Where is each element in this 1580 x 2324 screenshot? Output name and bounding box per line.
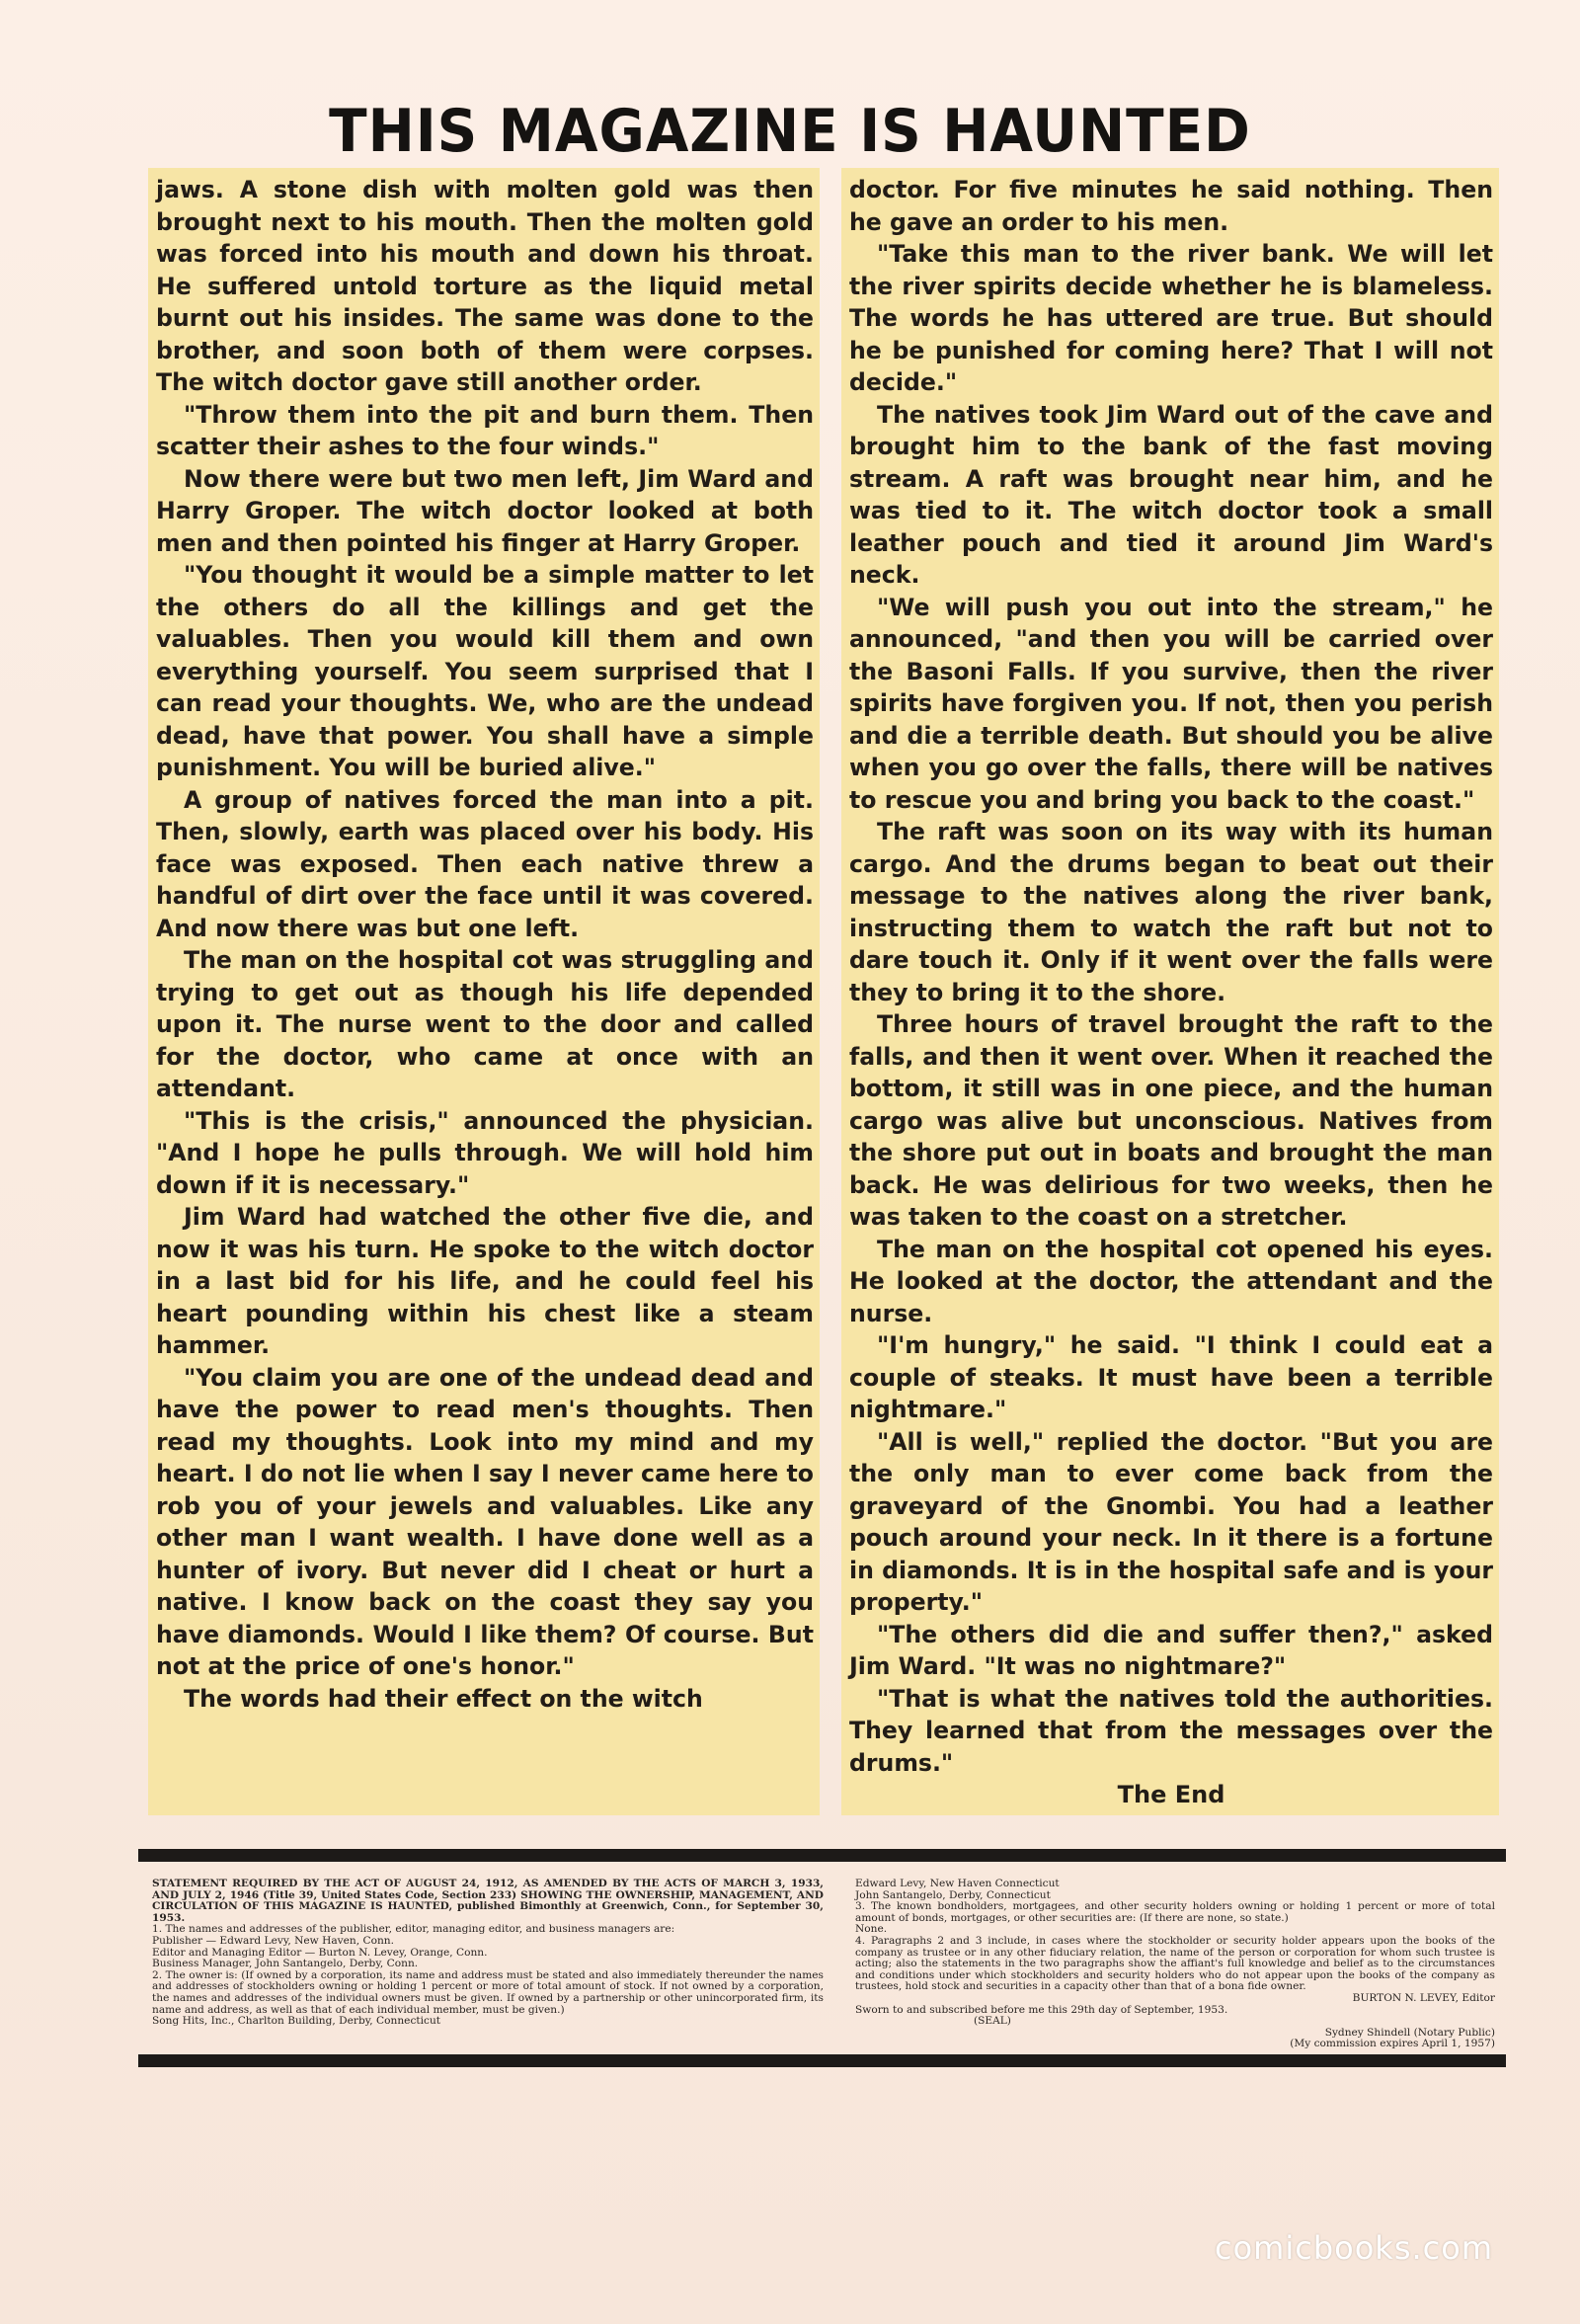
statement-line: John Santangelo, Derby, Connecticut	[855, 1888, 1051, 1901]
ownership-statement	[146, 1878, 1499, 2050]
watermark: comicbooks.com	[1214, 2229, 1493, 2267]
statement-line: 1. The names and addresses of the publisher, editor, managing editor, and business managers are:	[152, 1923, 675, 1936]
statement-line: None.	[855, 1923, 888, 1936]
story-paragraph: "You thought it would be a simple matter to let the others do all the killings and get the valuables. Then you would kill them and own everything yourself. You seem surprised that I can read your thoughts. We, who are the undead dead, have that power. You shall have a simple punishment. You will be buried alive."	[156, 561, 814, 781]
story-paragraph: "All is well," replied the doctor. "But you are the only man to ever come back from the graveyard of the Gnombi. You had a leather pouch around your neck. In it there is a fortune in diamonds. It is in the hospital safe and is your property."	[849, 1427, 1493, 1616]
story-paragraph: Three hours of travel brought the raft to the falls, and then it went over. When it reached the bottom, it still was in one piece, and the human cargo was alive but unconscious. Natives from the shore put out in boats and brought the man back. He was delirious for two weeks, then he was taken to the coast on a stretcher.	[849, 1010, 1493, 1231]
statement-notary: Sydney Shindell (Notary Public)	[1324, 2026, 1495, 2039]
story-paragraph: "The others did die and suffer then?," asked Jim Ward. "It was no nightmare?"	[849, 1620, 1493, 1680]
statement-line: Edward Levy, New Haven Connecticut	[855, 1878, 1060, 1889]
story-paragraph: "You claim you are one of the undead dead and have the power to read men's thoughts. Then read my thoughts. Look into my mind and my heart. I do not lie when I say I never came here to rob you of your jewels and valuables. Like any other man I want wealth. I have done well as a hunter of ivory. But never did I cheat or hurt a native. I know back on the coast they say you have diamonds. Would I like them? Of course. But not at the price of one's honor."	[156, 1363, 814, 1680]
statement-line: 3. The known bondholders, mortgagees, and other security holders owning or holding 1 percent or more of total amount of bonds, mortgages, or other securities are: (If there are none, so state.)	[855, 1900, 1495, 1924]
story-paragraph: "That is what the natives told the authorities. They learned that from the messages over the drums."	[849, 1684, 1493, 1777]
statement-column-right	[855, 1879, 1495, 2050]
story-paragraph: A group of natives forced the man into a pit. Then, slowly, earth was placed over his body. His face was exposed. Then each native threw a handful of dirt over the face until it was covered. And now there was but one left.	[156, 785, 814, 942]
divider-top	[138, 1849, 1506, 1862]
statement-seal: (SEAL)	[974, 2015, 1011, 2028]
statement-line: 2. The owner is: (If owned by a corporation, its name and address must be stated and also immediately thereunder the names and addresses of stockholders owning or holding 1 percent or more of total amount of stock. If not owned by a corporation, the names and addresses of the individual owners must be given. If owned by a partnership or other unincorporated firm, its name and address, as well as that of each individual member, must be given.)	[152, 1968, 824, 2016]
the-end-label: The End	[1117, 1781, 1225, 1808]
story-paragraph: "Take this man to the river bank. We will let the river spirits decide whether he is blameless. The words he has uttered are true. But should he be punished for coming here? That I will not decide."	[849, 240, 1493, 396]
statement-column-left	[152, 1879, 824, 2028]
divider-bottom	[138, 2054, 1506, 2067]
statement-line: Song Hits, Inc., Charlton Building, Derby, Connecticut	[152, 2015, 441, 2028]
story-paragraph: doctor. For five minutes he said nothing. Then he gave an order to his men.	[849, 176, 1493, 236]
statement-line: Sworn to and subscribed before me this 29th day of September, 1953.	[855, 2003, 1228, 2016]
story-paragraph: Jim Ward had watched the other five die, and now it was his turn. He spoke to the witch doctor in a last bid for his life, and he could feel his heart pounding within his chest like a steam hammer.	[156, 1203, 814, 1359]
story-column-right	[841, 168, 1499, 1815]
statement-line: Editor and Managing Editor — Burton N. Levey, Orange, Conn.	[152, 1946, 488, 1959]
statement-line: Publisher — Edward Levy, New Haven, Conn.	[152, 1934, 394, 1947]
story-paragraph: Now there were but two men left, Jim Ward and Harry Groper. The witch doctor looked at both men and then pointed his finger at Harry Groper.	[156, 464, 814, 557]
statement-line: Business Manager, John Santangelo, Derby, Conn.	[152, 1958, 419, 1970]
statement-commission: (My commission expires April 1, 1957)	[1290, 2038, 1495, 2050]
story-paragraph: The words had their effect on the witch	[184, 1684, 703, 1713]
statement-line: 4. Paragraphs 2 and 3 include, in cases where the stockholder or security holder appears upon the books of the company as trustee or in any other fiduciary relation, the name of the person or corporation for whom such trustee is acting; also the statements in the two paragraphs show the affiant's full knowledge and belief as to the circumstances and conditions under which stockholders and security holders who do not appear upon the books of the company as trustees, hold stock and securities in a capacity other than that of a bona fide owner.	[855, 1934, 1495, 1993]
statement-signature: BURTON N. LEVEY, Editor	[1352, 1991, 1495, 2004]
story-paragraph: jaws. A stone dish with molten gold was then brought next to his mouth. Then the molten gold was forced into his mouth and down his throat. He suffered untold torture as the liquid metal burnt out his insides. The same was done to the brother, and soon both of them were corpses. The witch doctor gave still another order.	[156, 176, 814, 396]
story-paragraph: "I'm hungry," he said. "I think I could eat a couple of steaks. It must have been a terrible nightmare."	[849, 1331, 1493, 1423]
story-paragraph: "This is the crisis," announced the physician. "And I hope he pulls through. We will hold him down if it is necessary."	[156, 1106, 814, 1199]
statement-line: STATEMENT REQUIRED BY THE ACT OF AUGUST 24, 1912, AS AMENDED BY THE ACTS OF MARCH 3, 1933, AND JULY 2, 1946 (Title 39, United States Code, Section 233) SHOWING THE OWNERSHIP, MANAGEMENT, AND CIRCULATION OF THIS MAGAZINE IS HAUNTED, published Bimonthly at Greenwich, Conn., for September 30, 1953.	[152, 1878, 824, 1924]
story-paragraph: "We will push you out into the stream," he announced, "and then you will be carried over the Basoni Falls. If you survive, then the river spirits have forgiven you. If not, then you perish and die a terrible death. But should you be alive when you go over the falls, there will be natives to rescue you and bring you back to the coast."	[849, 593, 1493, 814]
story-paragraph: "Throw them into the pit and burn them. Then scatter their ashes to the four winds."	[156, 400, 814, 460]
story-paragraph: The natives took Jim Ward out of the cave and brought him to the bank of the fast moving stream. A raft was brought near him, and he was tied to it. The witch doctor took a small leather pouch and tied it around Jim Ward's neck.	[849, 400, 1493, 589]
story-column-left	[148, 168, 820, 1815]
page-title: THIS MAGAZINE IS HAUNTED	[329, 97, 1251, 166]
story-paragraph: The raft was soon on its way with its human cargo. And the drums began to beat out their message to the natives along the river bank, instructing them to watch the raft but not to dare touch it. Only if it went over the falls were they to bring it to the shore.	[849, 818, 1493, 1006]
story-paragraph: The man on the hospital cot opened his eyes. He looked at the doctor, the attendant and the nurse.	[849, 1235, 1493, 1327]
story-paragraph: The man on the hospital cot was struggling and trying to get out as though his life depended upon it. The nurse went to the door and called for the doctor, who came at once with an attendant.	[156, 946, 814, 1102]
